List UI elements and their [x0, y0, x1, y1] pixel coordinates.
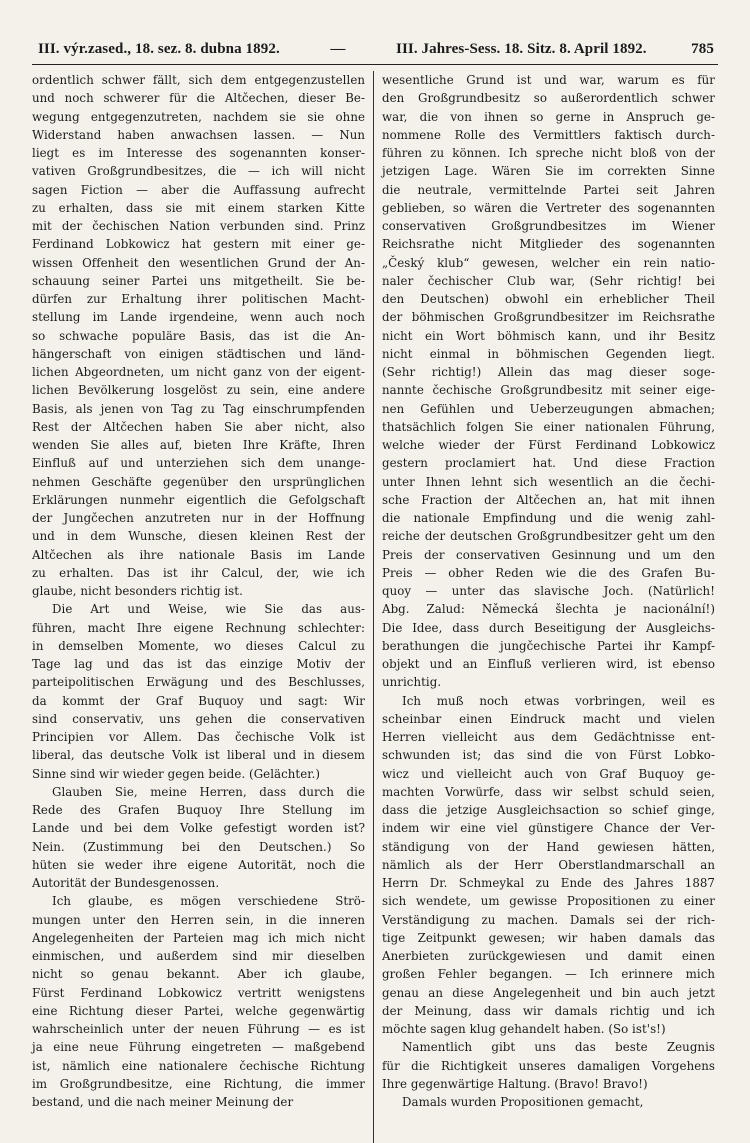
text-line: Basis, als jenen von Tag zu Tag einschrumpfenden: [32, 401, 365, 416]
text-line: wegung entgegenzutreten, nachdem sie sie ohne: [32, 109, 365, 124]
text-line: naler čechischer Club war, (Sehr richtig! bei: [382, 273, 715, 288]
text-line: Ihre gegenwärtige Haltung. (Bravo! Bravo!): [382, 1076, 648, 1091]
text-line: zu erhalten, dass sie mit einem starken Kitte: [32, 200, 365, 215]
text-line: nommene Rolle des Vermittlers faktisch durch-: [382, 127, 715, 142]
text-line: wicz und vielleicht auch von Graf Buquoy ge-: [382, 766, 715, 781]
text-line: Einfluß auf und unterziehen sich dem unange-: [32, 456, 365, 471]
text-line: (Sehr richtig!) Allein das mag dieser soge-: [382, 365, 715, 379]
text-line: für die Richtigkeit unseres damaligen Vorgehens: [382, 1058, 715, 1073]
text-line: liegt es im Interesse des sogenannten konser-: [32, 146, 365, 160]
text-line: Principien vor Allem. Das čechische Volk ist: [32, 730, 365, 744]
text-line: Anerbieten zurückgewiesen und damit einen: [382, 949, 715, 963]
text-line: Herrn Dr. Schmeykal zu Ende des Jahres 1887: [382, 876, 715, 890]
text-line: lichen Abgeordneten, um nicht ganz von der eigent-: [32, 365, 365, 379]
text-line: unter Ihnen lehnt sich wesentlich an die čechi-: [382, 474, 715, 489]
text-line: mungen unter den Herren sein, in die inneren: [32, 912, 365, 927]
text-line: dass die jetzige Ausgleichsaction so schief ginge,: [382, 803, 715, 817]
text-line: die nationale Empfindung und die wenig zahl-: [382, 511, 715, 525]
text-line: großen Fehler begangen. — Ich erinnere mich: [382, 967, 715, 982]
paragraph: [32, 71, 365, 600]
text-line: conservativen Großgrundbesitzes im Wiener: [382, 219, 715, 233]
text-line: Rede des Grafen Buquoy Ihre Stellung im: [32, 803, 365, 817]
text-line: stellung im Lande irgendeine, wenn auch noch: [32, 310, 365, 325]
text-line: Fürst Ferdinand Lobkowicz vertritt wenigstens: [32, 985, 365, 1000]
text-line: quoy — unter das slavische Joch. (Natürlich!: [382, 584, 715, 598]
text-line: möchte sagen klug gehandelt haben. (So ist's!): [382, 1022, 666, 1036]
text-columns: [32, 71, 718, 1143]
text-line: Altčechen als ihre nationale Basis im Lande: [32, 547, 365, 562]
text-line: da kommt der Graf Buquoy und sagt: Wir: [32, 693, 365, 708]
paragraph: [32, 600, 365, 783]
text-line: wenden Sie alles auf, bieten Ihre Kräfte, Ihren: [32, 438, 365, 452]
text-line: Nein. (Zustimmung bei den Deutschen.) So: [32, 839, 365, 854]
text-line: und in dem Wunsche, diesen kleinen Rest der: [32, 529, 365, 544]
text-line: ja eine neue Führung eingetreten — maßgebend: [32, 1040, 365, 1055]
text-line: Ich glaube, es mögen verschiedene Strö-: [52, 894, 365, 909]
text-line: Ich muß noch etwas vorbringen, weil es: [402, 693, 715, 708]
text-line: welche wieder der Fürst Ferdinand Lobkowicz: [382, 438, 715, 452]
text-line: machten Vorwürfe, dass wir selbst schuld seien,: [382, 784, 715, 799]
page-number: 785: [691, 41, 714, 57]
text-line: hüten sie weder ihre eigene Autorität, noch die: [32, 857, 365, 872]
text-line: Ferdinand Lobkowicz hat gestern mit einer ge-: [32, 237, 365, 252]
text-line: Rest der Altčechen haben Sie aber nicht, also: [32, 419, 365, 434]
text-line: der Meinung, dass wir damals richtig und ich: [382, 1003, 715, 1018]
text-line: führen, macht Ihre eigene Rechnung schlechter:: [32, 620, 365, 635]
text-line: sich wendete, um gewisse Propositionen zu einer: [382, 894, 715, 909]
text-line: geblieben, so wären die Vertreter des sogenannten: [382, 200, 715, 215]
header-dash: —: [330, 41, 346, 57]
text-line: bestand, und die nach meiner Meinung der: [32, 1095, 294, 1109]
text-line: berathungen die jungčechische Partei ihr Kampf-: [382, 638, 715, 653]
right-column: [376, 71, 715, 1143]
text-line: der böhmischen Großgrundbesitzer im Reichsrathe: [382, 310, 715, 325]
text-line: den Deutschen) obwohl ein erheblicher Theil: [382, 292, 715, 306]
text-line: nehmen Geschäfte gegenüber den ursprünglichen: [32, 474, 365, 489]
text-line: vativen Großgrundbesitzes, die — ich will nicht: [32, 164, 365, 179]
text-line: Namentlich gibt uns das beste Zeugnis: [402, 1040, 715, 1055]
text-line: thatsächlich folgen Sie einer nationalen Führung,: [382, 419, 715, 434]
text-line: führen zu können. Ich spreche nicht bloß von der: [382, 146, 715, 160]
paragraph: [32, 892, 365, 1111]
paragraph: [32, 783, 365, 893]
text-line: einmischen, und außerdem sind mir dieselben: [32, 949, 365, 963]
text-line: genau an diese Angelegenheit und bin auch jetzt: [382, 985, 715, 1000]
text-line: nicht so genau bekannt. Aber ich glaube,: [32, 967, 365, 982]
text-line: sagen Fiction — aber die Auffassung aufrecht: [32, 182, 365, 197]
text-line: gestern proclamiert hat. Und diese Fraction: [382, 456, 715, 471]
text-line: Die Idee, dass durch Beseitigung der Ausgleichs-: [382, 620, 715, 635]
header-rule: [32, 64, 718, 65]
text-line: dürfen zur Erhaltung ihrer politischen Macht-: [32, 292, 365, 306]
text-line: sind conservativ, uns gehen die conservativen: [32, 711, 365, 726]
text-line: Widerstand haben anwachsen lassen. — Nun: [32, 127, 365, 142]
text-line: scheinbar einen Eindruck macht und vielen: [382, 711, 715, 726]
text-line: ist, nämlich eine nationalere čechische Richtung: [32, 1058, 365, 1073]
text-line: sche Fraction der Altčechen an, hat mit ihnen: [382, 492, 715, 507]
text-line: ordentlich schwer fällt, sich dem entgegenzustellen: [32, 73, 365, 87]
text-line: eine Richtung dieser Partei, welche gegenwärtig: [32, 1003, 365, 1018]
text-line: liberal, das deutsche Volk ist liberal und in diesem: [32, 748, 365, 763]
text-line: hängerschaft von einigen städtischen und länd-: [32, 346, 365, 361]
text-line: nannte čechische Großgrundbesitz mit seiner eige-: [382, 383, 715, 398]
column-divider: [373, 71, 374, 1143]
page-header: [32, 40, 718, 58]
paragraph: [382, 71, 715, 692]
text-line: Die Art und Weise, wie Sie das aus-: [52, 602, 365, 617]
text-line: nicht einmal in böhmischen Gegenden liegt.: [382, 346, 715, 361]
text-line: Autorität der Bundesgenossen.: [32, 876, 220, 890]
text-line: der Jungčechen anzutreten nur in der Hoffnung: [32, 511, 365, 525]
text-line: parteipolitischen Erwägung und des Beschlusses,: [32, 675, 365, 690]
left-column: [32, 71, 371, 1143]
text-line: Erklärungen nunmehr eigentlich die Gefolgschaft: [32, 492, 365, 507]
text-line: Verständigung zu machen. Damals sei der rich-: [382, 912, 715, 927]
text-line: schwunden ist; das sind die von Fürst Lobko-: [382, 748, 715, 763]
text-line: jetzigen Lage. Wären Sie im correkten Sinne: [382, 164, 715, 179]
text-line: Tage lag und das ist das einzige Motiv der: [32, 657, 365, 671]
paragraph: [382, 1093, 715, 1111]
text-line: und noch schwerer für die Altčechen, dieser Be-: [32, 91, 365, 106]
text-line: wissen Offenheit den wesentlichen Grund der An-: [32, 255, 365, 270]
text-line: so schwache populäre Basis, das ist die An-: [32, 328, 365, 343]
text-line: indem wir eine viel günstigere Chance der Ver-: [382, 821, 715, 836]
text-line: „Český klub“ gewesen, welcher ein rein natio-: [382, 255, 715, 270]
text-line: Sinne sind wir wieder gegen beide. (Gelächter.): [32, 766, 321, 781]
text-line: war, die von ihnen so gerne in Anspruch ge-: [382, 109, 715, 124]
text-line: Reichsrathe nicht Mitglieder des sogenannten: [382, 237, 715, 252]
text-line: Glauben Sie, meine Herren, dass durch die: [52, 784, 365, 799]
text-line: die neutrale, vermittelnde Partei seit Jahren: [382, 182, 715, 197]
text-line: reiche der deutschen Großgrundbesitzer geht um den: [382, 529, 715, 544]
text-line: im Großgrundbesitze, eine Richtung, die immer: [32, 1076, 365, 1091]
text-line: lichen Bevölkerung losgelöst zu sein, eine andere: [32, 383, 365, 398]
text-line: in demselben Momente, wo dieses Calcul zu: [32, 638, 365, 653]
header-german-part: III. Jahres-Sess. 18. Sitz. 8. April 1892.: [396, 41, 647, 57]
text-line: nämlich als der Herr Oberstlandmarschall an: [382, 857, 715, 872]
text-line: Damals wurden Propositionen gemacht,: [402, 1095, 644, 1109]
text-line: objekt und an Einfluß verlieren wird, ist ebenso: [382, 657, 715, 671]
text-line: unrichtig.: [382, 675, 442, 690]
text-line: Preis — obher Reden wie die des Grafen Bu-: [382, 565, 715, 580]
text-line: ständigung von der Hand gewiesen hätten,: [382, 839, 715, 854]
paragraph: [382, 692, 715, 1039]
text-line: glaube, nicht besonders richtig ist.: [32, 584, 243, 598]
text-line: Angelegenheiten der Parteien mag ich mich nicht: [32, 930, 365, 945]
text-line: wahrscheinlich unter der neuen Führung — es ist: [32, 1022, 365, 1036]
text-line: Lande und bei dem Volke gefestigt worden ist?: [32, 821, 365, 836]
header-czech-part: III. výr.zased., 18. sez. 8. dubna 1892.: [38, 41, 280, 57]
text-line: Preis der conservativen Gesinnung und um den: [382, 547, 715, 562]
text-line: Abg. Zalud: Německá šlechta je nacionální!): [382, 602, 715, 617]
text-line: tige Zeitpunkt gewesen; wir haben damals das: [382, 930, 715, 945]
text-line: nen Gefühlen und Ueberzeugungen abmachen;: [382, 401, 715, 416]
text-line: schauung seiner Partei uns mitgetheilt. Sie be-: [32, 273, 365, 288]
paragraph: [382, 1038, 715, 1093]
text-line: Herren vielleicht aus dem Gedächtnisse ent-: [382, 730, 715, 744]
text-line: wesentliche Grund ist und war, warum es für: [382, 73, 715, 87]
text-line: zu erhalten. Das ist ihr Calcul, der, wie ich: [32, 565, 365, 580]
text-line: nicht ein Wort böhmisch kann, und ihr Besitz: [382, 328, 715, 343]
text-line: den Großgrundbesitz so außerordentlich schwer: [382, 91, 715, 106]
text-line: mit der čechischen Nation verbunden sind. Prinz: [32, 219, 365, 233]
